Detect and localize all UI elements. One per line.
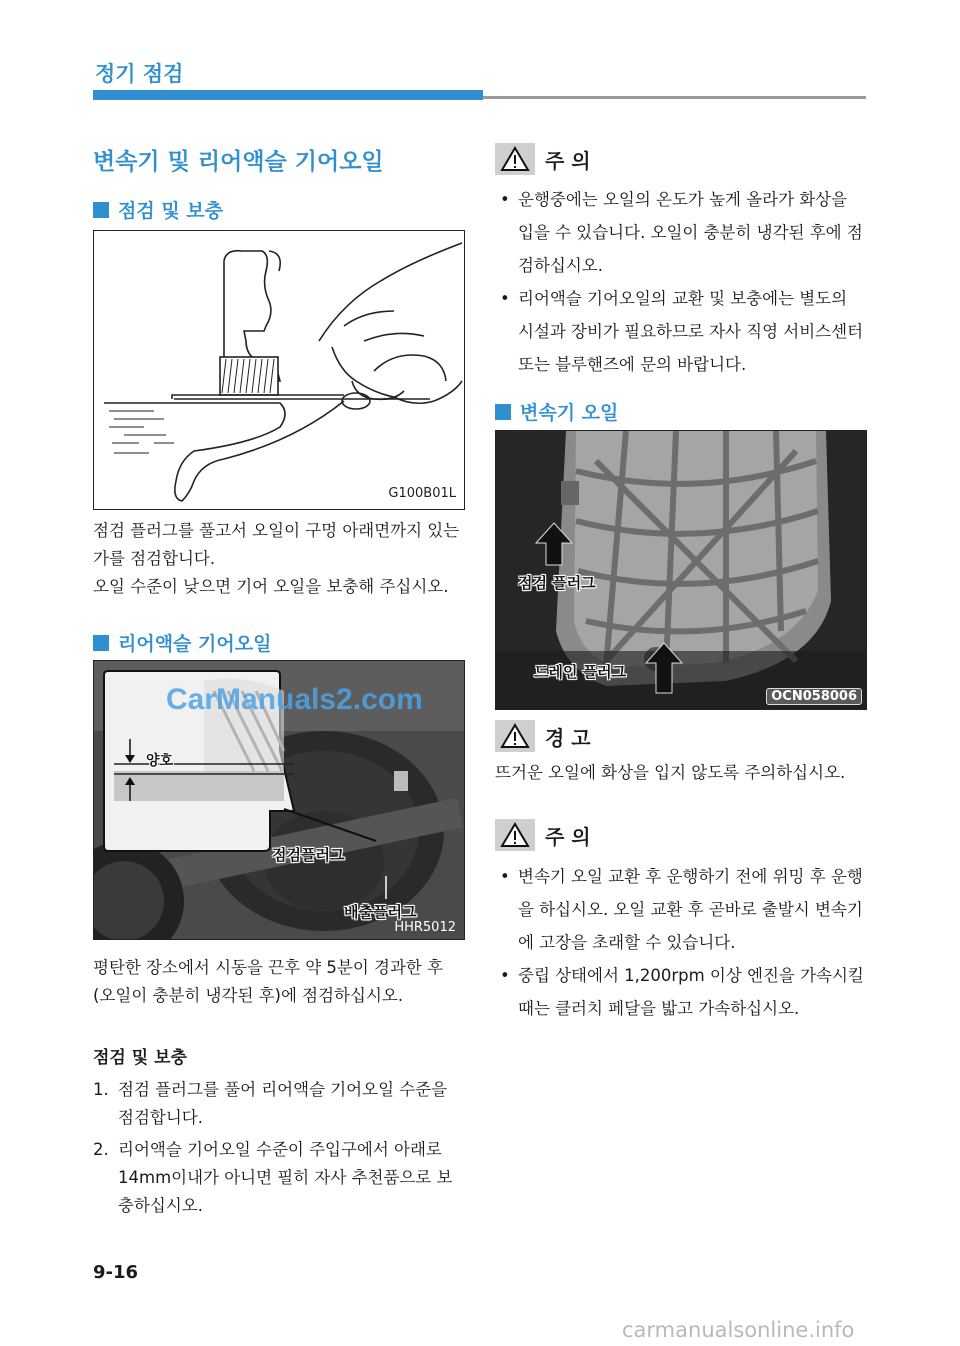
figure-transmission-photo [495, 430, 867, 710]
square-bullet-icon [93, 635, 109, 651]
figure-code: G100B01L [388, 486, 456, 501]
caution-item: • 중립 상태에서 1,200rpm 이상 엔진을 가속시킬때는 클러치 페달을 밟고 가속하십시오. [495, 959, 867, 1025]
warning-text: 뜨거운 오일에 화상을 입지 않도록 주의하십시오. [495, 763, 846, 782]
square-bullet-icon [93, 202, 109, 218]
figure-code: HHR5012 [394, 920, 456, 935]
rear-axle-subheading: 점검 및 보충 [93, 1048, 187, 1068]
section-heading-label: 점검 및 보충 [118, 200, 223, 222]
step-text: 점검 플러그를 풀어 리어액슬 기어오일 수준을 점검합니다. [118, 1080, 448, 1127]
section-heading-label: 리어액슬 기어오일 [118, 633, 272, 655]
figure-oil-level-check [93, 230, 465, 510]
step-number: 2. [93, 1140, 109, 1159]
header-rule-blue [93, 90, 483, 100]
rear-axle-text: 평탄한 장소에서 시동을 끈후 약 5분이 경과한 후(오일이 충분히 냉각된 후)에 점검하십시오. [93, 958, 444, 1005]
section-heading-label: 변속기 오일 [520, 402, 619, 424]
caution-item: • 리어액슬 기어오일의 교환 및 보충에는 별도의 시설과 장비가 필요하므로 자사 직영 서비스센터 또는 블루핸즈에 문의 바랍니다. [495, 282, 867, 381]
caution-item: • 변속기 오일 교환 후 운행하기 전에 위밍 후 운행을 하십시오. 오일 교환 후 곧바로 출발시 변속기에 고장을 초래할 수 있습니다. [495, 860, 867, 959]
rear-axle-steps [93, 1076, 465, 1224]
warning-triangle-icon [495, 143, 535, 175]
inspect-text-1: 점검 플러그를 풀고서 오일이 구멍 아래면까지 있는가를 점검합니다. [93, 521, 460, 568]
figure-rear-axle-photo [93, 660, 465, 940]
square-bullet-icon [495, 404, 511, 420]
header-rule-gray [483, 96, 866, 99]
warning-triangle-icon [495, 819, 535, 851]
label-drain-plug: 배출플러그 [344, 903, 417, 921]
label-check-plug: 점검플러그 [272, 846, 345, 864]
step-item [93, 1076, 465, 1132]
caution-title: 주 의 [545, 148, 591, 173]
caution-list-1 [495, 183, 867, 381]
warning-title: 경 고 [545, 725, 591, 750]
caution-title: 주 의 [545, 824, 591, 849]
inspect-text-2: 오일 수준이 낮으면 기어 오일을 보충해 주십시오. [93, 577, 449, 596]
caution-heading-1 [495, 143, 591, 175]
page-title: 변속기 및 리어액슬 기어오일 [93, 149, 384, 175]
section-heading-transmission [495, 398, 618, 425]
warning-triangle-icon [495, 720, 535, 752]
footer-watermark: carmanualsonline.info [622, 1318, 855, 1342]
warning-heading [495, 720, 591, 752]
step-number: 1. [93, 1080, 109, 1099]
caution-heading-2 [495, 819, 591, 851]
page-number: 9-16 [93, 1262, 139, 1283]
label-good-level: 양호 [146, 753, 174, 769]
figure-code: OCN058006 [766, 688, 862, 705]
section-heading-inspect [93, 196, 223, 223]
figure-watermark: CarManuals2.com [166, 683, 423, 716]
label-drain-plug: 드레인 플러그 [534, 663, 627, 681]
caution-item: • 운행중에는 오일의 온도가 높게 올라가 화상을 입을 수 있습니다. 오일이 충분히 냉각된 후에 점검하십시오. [495, 183, 867, 282]
caution-list-2 [495, 860, 867, 1025]
step-item [93, 1136, 465, 1220]
oil-check-drawing [94, 231, 464, 509]
label-check-plug: 점검 플러그 [518, 574, 596, 592]
section-heading-rear-axle [93, 629, 271, 656]
chapter-title: 정기 점검 [95, 62, 184, 86]
step-text: 리어액슬 기어오일 수준이 주입구에서 아래로 14mm이내가 아니면 필히 자사 추천품으로 보충하십시오. [118, 1140, 453, 1215]
